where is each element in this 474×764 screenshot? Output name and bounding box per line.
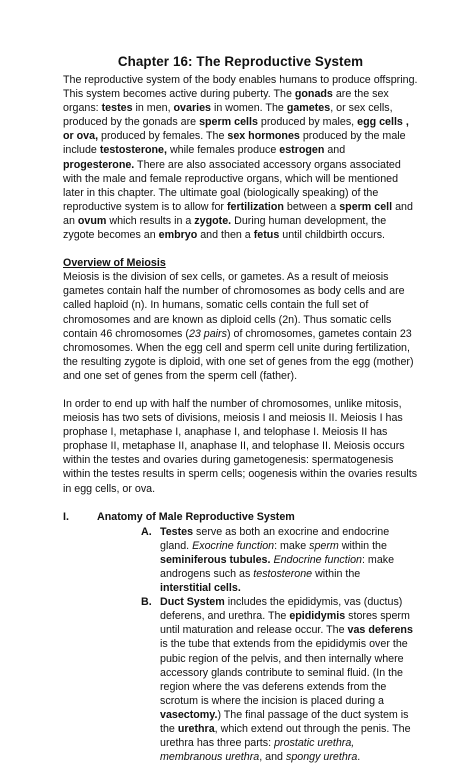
bold-term: sperm cells bbox=[199, 116, 258, 129]
intro-paragraph bbox=[63, 73, 418, 242]
italic-term: prostatic urethra, membranous urethra bbox=[160, 737, 355, 764]
bold-term: fetus bbox=[253, 229, 280, 242]
text-run: in men, bbox=[132, 102, 174, 115]
bold-term: testes bbox=[101, 102, 133, 115]
text-run: while females produce bbox=[166, 144, 280, 157]
italic-term: sperm bbox=[309, 539, 339, 552]
text-run: produced by males, bbox=[257, 116, 358, 129]
text-run: During human development, the zygote becomes an bbox=[63, 214, 387, 242]
italic-term: 23 pairs bbox=[188, 327, 227, 340]
page-title: Chapter 16: The Reproductive System bbox=[117, 54, 364, 69]
item-letter: B. bbox=[141, 596, 152, 609]
text-run: , which extend out through the penis. The urethra has three parts: bbox=[160, 723, 411, 750]
bold-term: sex hormones bbox=[227, 130, 300, 143]
item-letter: A. bbox=[141, 525, 152, 538]
italic-term: Endocrine function bbox=[273, 553, 362, 566]
bold-term: testosterone, bbox=[99, 144, 167, 157]
text-run: produced by the male include bbox=[63, 130, 406, 157]
bold-term: estrogen bbox=[279, 144, 325, 157]
bold-term: seminiferous tubules. bbox=[160, 553, 271, 566]
section-title: Anatomy of Male Reproductive System bbox=[97, 510, 295, 523]
text-run: In order to end up with half the number of chromosomes, unlike mitosis, meiosis has two sets of divisions, meiosis I and meiosis II. Meiosis I has prophase I, metaphase I, anaphase I, and telophase I. Meiosis II has prophase II, metaphase II, anaphase II, and telophase II. Meiosis occurs within the testes and ovaries during gametogenesis: spermatogenesis within the testes results in sperm cells; oogenesis within the ovaries results in egg cells, or ova. bbox=[63, 397, 418, 495]
bold-term: ovum bbox=[77, 214, 107, 227]
bold-term: embryo bbox=[158, 229, 198, 242]
text-run: : make androgens such as bbox=[160, 553, 395, 580]
bold-term: progesterone. bbox=[63, 158, 135, 171]
text-run: is the tube that extends from the epididymis over the pubic region of the pelvis, and then internally where accessory glands contribute to seminal fluid. (In the region where the vas deferens extends from the scrotum is where the incision is placed during a bbox=[160, 638, 408, 707]
meiosis-paragraph-1 bbox=[63, 271, 414, 382]
bold-term: interstitial cells. bbox=[160, 582, 241, 595]
text-run: ) of chromosomes, gametes contain 23 chromosomes. When the egg cell and sperm cell unite during fertilization, the resulting zygote is diploid, with one set of genes from the egg (mother) and one set of genes from the sperm cell (father). bbox=[63, 327, 414, 382]
italic-term: spongy urethra bbox=[285, 751, 358, 764]
item-text bbox=[160, 595, 414, 764]
bold-term: Testes bbox=[160, 525, 194, 538]
bold-term: ovaries bbox=[173, 102, 211, 115]
bold-term: zygote. bbox=[194, 214, 232, 227]
text-run: ) The final passage of the duct system is the bbox=[160, 708, 409, 736]
bold-term: gonads bbox=[294, 88, 333, 101]
text-run: Meiosis is the division of sex cells, or gametes. As a result of meiosis gametes contain half the number of chromosomes as body cells and are called haploid (n). In humans, somatic cells contain the full set of chromosomes and are known as diploid cells (2n). Thus somatic cells contain 46 chromosomes ( bbox=[63, 271, 405, 340]
bold-term: egg cells , or ova, bbox=[63, 116, 409, 143]
text-run: within the bbox=[312, 568, 361, 580]
item-text bbox=[160, 525, 414, 595]
text-run: stores sperm until maturation and release occur. The bbox=[160, 610, 410, 637]
bold-term: sperm cell bbox=[339, 200, 393, 213]
text-run: There are also associated accessory organs associated with the male and female reproductive organs, which will be mentioned later in this chapter. The ultimate goal (biologically speaking) of the reproductive system is to allow for bbox=[63, 158, 401, 213]
text-run: and an bbox=[63, 200, 413, 227]
bold-term: epididymis bbox=[289, 610, 346, 623]
text-run: serve as both an exocrine and endocrine gland. bbox=[160, 525, 390, 552]
italic-term: Exocrine function bbox=[192, 539, 275, 552]
section-number: I. bbox=[63, 510, 69, 523]
text-run: between a bbox=[283, 200, 340, 213]
text-run: are the sex organs: bbox=[63, 88, 389, 115]
meiosis-heading: Overview of Meiosis bbox=[63, 257, 166, 270]
meiosis-section bbox=[63, 256, 418, 383]
bold-term: Duct System bbox=[160, 596, 225, 609]
text-run: produced by females. The bbox=[98, 130, 228, 143]
text-run: , and bbox=[259, 751, 286, 764]
text-run: and bbox=[324, 144, 346, 157]
text-run: and then a bbox=[197, 229, 254, 242]
outline-item-duct-system bbox=[141, 595, 414, 764]
bold-term: vasectomy. bbox=[160, 708, 218, 721]
bold-term: gametes bbox=[286, 102, 331, 115]
text-run: , or sex cells, produced by the gonads are bbox=[63, 102, 393, 129]
text-run: includes the epididymis, vas (ductus) deferens, and urethra. The bbox=[160, 596, 403, 623]
text-run: within the bbox=[338, 539, 387, 552]
meiosis-paragraph-2 bbox=[63, 397, 418, 496]
bold-term: urethra bbox=[177, 723, 215, 736]
text-run: in women. The bbox=[210, 102, 287, 115]
text-run: : make bbox=[274, 539, 310, 552]
text-run: . bbox=[357, 751, 361, 764]
bold-term: vas deferens bbox=[347, 624, 413, 637]
text-run: The reproductive system of the body enables humans to produce offspring. This system becomes active during puberty. The bbox=[63, 74, 418, 101]
section-heading bbox=[63, 510, 418, 524]
italic-term: testosterone bbox=[253, 568, 313, 580]
bold-term: fertilization bbox=[226, 200, 284, 213]
text-run: which results in a bbox=[106, 214, 195, 227]
outline-item-testes bbox=[141, 525, 414, 595]
text-run: until childbirth occurs. bbox=[279, 229, 386, 242]
